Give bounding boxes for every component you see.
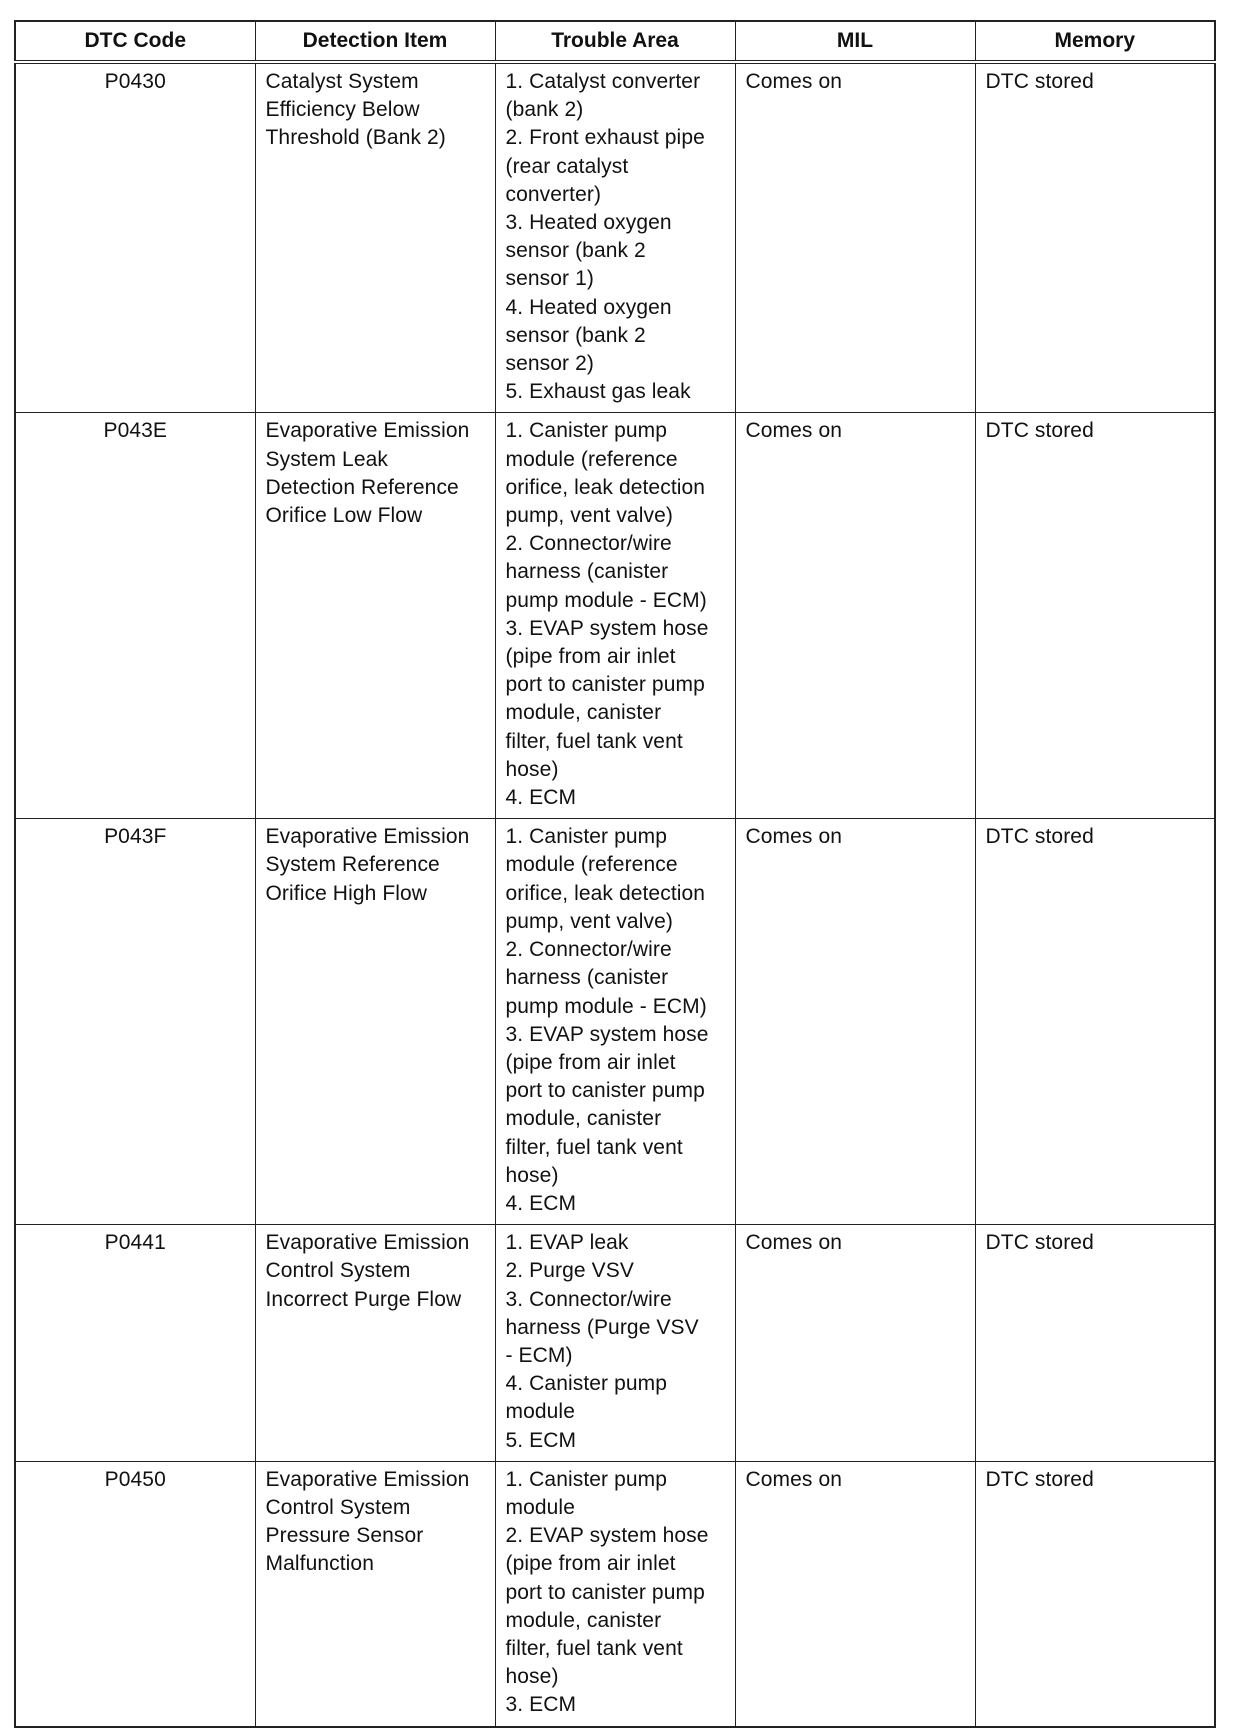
trouble-line: converter) — [505, 182, 602, 206]
trouble-area-cell — [495, 819, 735, 1225]
trouble-line: pump module - ECM) — [505, 588, 707, 612]
detection-line: Evaporative Emission — [265, 419, 470, 443]
trouble-line: filter, fuel tank vent — [505, 1135, 683, 1159]
trouble-line: 2. Purge VSV — [505, 1259, 634, 1283]
trouble-area-cell — [495, 1461, 735, 1726]
trouble-line: harness (canister — [505, 966, 669, 990]
dtc-code-cell: P043E — [15, 413, 255, 819]
mil-cell: Comes on — [735, 413, 975, 819]
mil-cell: Comes on — [735, 1461, 975, 1726]
trouble-line: module, canister — [505, 1608, 662, 1632]
trouble-line: (pipe from air inlet — [505, 645, 676, 669]
dtc-code-cell: P0441 — [15, 1225, 255, 1462]
trouble-line: module, canister — [505, 1107, 662, 1131]
detection-item-cell — [255, 62, 495, 413]
memory-cell: DTC stored — [975, 1225, 1215, 1462]
memory-cell: DTC stored — [975, 819, 1215, 1225]
trouble-line: 2. Front exhaust pipe — [505, 126, 705, 150]
detection-line: Orifice High Flow — [265, 881, 428, 905]
detection-line: Evaporative Emission — [265, 1231, 470, 1255]
trouble-line: port to canister pump — [505, 1079, 705, 1103]
trouble-line: filter, fuel tank vent — [505, 1636, 683, 1660]
trouble-line: 1. Canister pump — [505, 1467, 668, 1491]
trouble-line: pump, vent valve) — [505, 909, 673, 933]
table-row — [15, 1461, 1215, 1726]
trouble-line: pump, vent valve) — [505, 504, 673, 528]
detection-item-cell — [255, 1461, 495, 1726]
detection-line: Evaporative Emission — [265, 825, 470, 849]
trouble-line: 3. ECM — [505, 1693, 577, 1717]
trouble-line: 2. Connector/wire — [505, 938, 672, 962]
header-row — [15, 21, 1215, 62]
trouble-line: filter, fuel tank vent — [505, 729, 683, 753]
trouble-line: 3. Connector/wire — [505, 1287, 672, 1311]
trouble-line: (pipe from air inlet — [505, 1552, 676, 1576]
dtc-table — [14, 20, 1216, 1728]
trouble-area-cell — [495, 413, 735, 819]
detection-line: Evaporative Emission — [265, 1467, 470, 1491]
trouble-line: hose) — [505, 757, 559, 781]
trouble-line: (pipe from air inlet — [505, 1050, 676, 1074]
trouble-area-cell — [495, 1225, 735, 1462]
trouble-line: module (reference — [505, 447, 678, 471]
trouble-line: 4. Heated oxygen — [505, 295, 672, 319]
detection-line: Control System — [265, 1495, 411, 1519]
trouble-line: sensor (bank 2 — [505, 323, 646, 347]
detection-line: System Leak — [265, 447, 388, 471]
memory-cell: DTC stored — [975, 62, 1215, 413]
trouble-line: module — [505, 1495, 575, 1519]
table-row — [15, 819, 1215, 1225]
trouble-line: (bank 2) — [505, 98, 584, 122]
trouble-line: 3. Heated oxygen — [505, 211, 672, 235]
trouble-line: orifice, leak detection — [505, 881, 706, 905]
table-row — [15, 62, 1215, 413]
trouble-line: port to canister pump — [505, 1580, 705, 1604]
detection-line: Efficiency Below — [265, 98, 420, 122]
header-mil: MIL — [735, 21, 975, 62]
dtc-code-cell: P0450 — [15, 1461, 255, 1726]
detection-line: Catalyst System — [265, 70, 419, 93]
detection-item-cell — [255, 1225, 495, 1462]
trouble-line: pump module - ECM) — [505, 994, 707, 1018]
trouble-line: sensor 2) — [505, 352, 594, 376]
header-detection-item: Detection Item — [255, 21, 495, 62]
trouble-line: 2. EVAP system hose — [505, 1524, 709, 1548]
trouble-line: 4. Canister pump — [505, 1372, 668, 1396]
trouble-line: 3. EVAP system hose — [505, 1022, 709, 1046]
trouble-line: 3. EVAP system hose — [505, 616, 709, 640]
header-trouble-area: Trouble Area — [495, 21, 735, 62]
dtc-document — [14, 20, 1214, 1728]
trouble-line: hose) — [505, 1163, 559, 1187]
trouble-line: 4. ECM — [505, 786, 577, 810]
table-row — [15, 1225, 1215, 1462]
mil-cell: Comes on — [735, 1225, 975, 1462]
detection-item-cell — [255, 413, 495, 819]
detection-line: Control System — [265, 1259, 411, 1283]
memory-cell: DTC stored — [975, 1461, 1215, 1726]
trouble-line: 1. EVAP leak — [505, 1231, 629, 1255]
detection-line: Orifice Low Flow — [265, 504, 423, 528]
trouble-line: 1. Canister pump — [505, 419, 668, 443]
detection-item-cell — [255, 819, 495, 1225]
trouble-line: 5. ECM — [505, 1428, 577, 1452]
table-row — [15, 413, 1215, 819]
trouble-line: port to canister pump — [505, 673, 705, 697]
trouble-line: 1. Catalyst converter — [505, 70, 701, 93]
dtc-code-cell: P0430 — [15, 62, 255, 413]
trouble-line: - ECM) — [505, 1343, 573, 1367]
trouble-line: module, canister — [505, 701, 662, 725]
detection-line: Threshold (Bank 2) — [265, 126, 446, 150]
trouble-line: 4. ECM — [505, 1191, 577, 1215]
mil-cell: Comes on — [735, 62, 975, 413]
memory-cell: DTC stored — [975, 413, 1215, 819]
dtc-code-cell: P043F — [15, 819, 255, 1225]
trouble-line: orifice, leak detection — [505, 475, 706, 499]
trouble-line: sensor 1) — [505, 267, 594, 291]
detection-line: Malfunction — [265, 1552, 374, 1576]
mil-cell: Comes on — [735, 819, 975, 1225]
header-memory: Memory — [975, 21, 1215, 62]
trouble-area-cell — [495, 62, 735, 413]
detection-line: Incorrect Purge Flow — [265, 1287, 462, 1311]
trouble-line: 1. Canister pump — [505, 825, 668, 849]
trouble-line: 5. Exhaust gas leak — [505, 380, 691, 404]
trouble-line: hose) — [505, 1665, 559, 1689]
trouble-line: harness (Purge VSV — [505, 1315, 699, 1339]
trouble-line: 2. Connector/wire — [505, 532, 672, 556]
trouble-line: sensor (bank 2 — [505, 239, 646, 263]
detection-line: Detection Reference — [265, 475, 459, 499]
header-dtc-code: DTC Code — [15, 21, 255, 62]
trouble-line: module — [505, 1400, 575, 1424]
detection-line: Pressure Sensor — [265, 1524, 424, 1548]
trouble-line: harness (canister — [505, 560, 669, 584]
detection-line: System Reference — [265, 853, 440, 877]
trouble-line: module (reference — [505, 853, 678, 877]
trouble-line: (rear catalyst — [505, 154, 629, 178]
